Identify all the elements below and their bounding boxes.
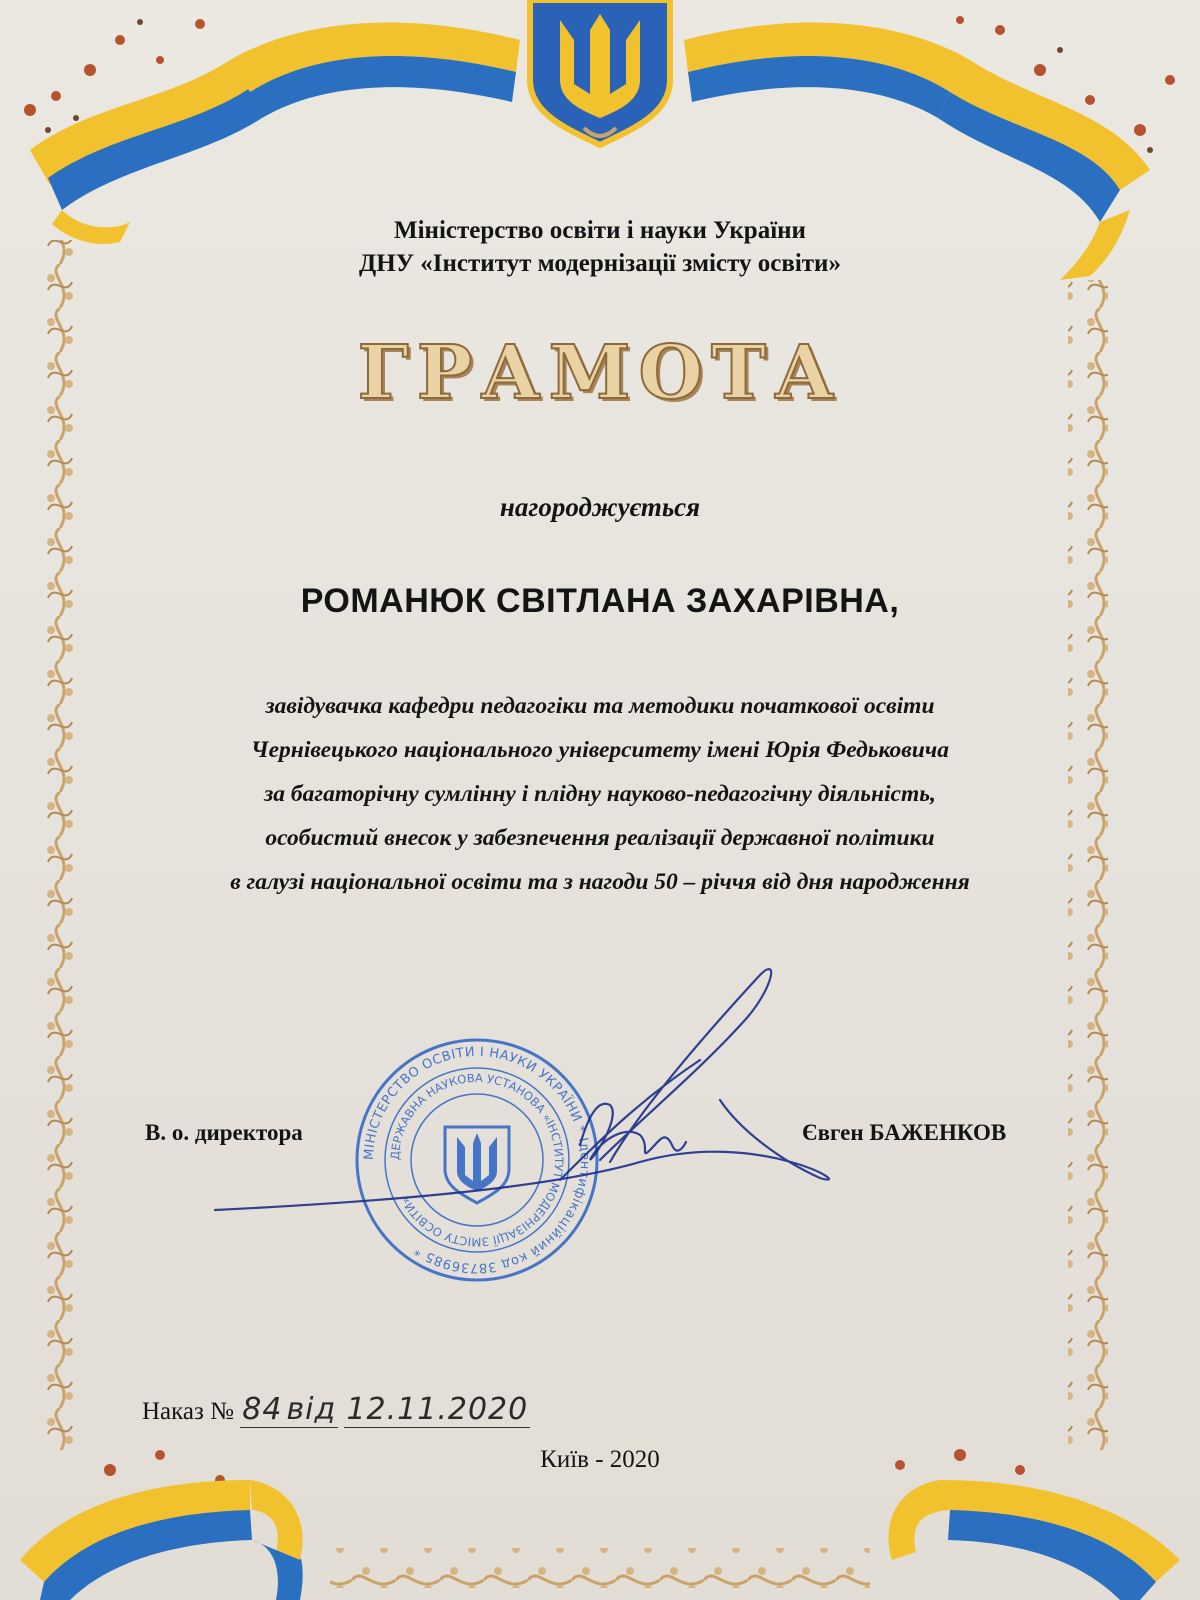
citation-line: Чернівецького національного університету імені Юрія Федьковича bbox=[251, 737, 949, 763]
bottom-ornament-border bbox=[330, 1548, 870, 1588]
order-date: 12.11.2020 bbox=[346, 1392, 529, 1427]
citation-line: за багаторічну сумлінну і плідну науково-педагогічну діяльність, bbox=[264, 781, 936, 807]
stamp-trident-icon bbox=[445, 1127, 509, 1203]
stamp-inner-text: ДЕРЖАВНА НАУКОВА УСТАНОВА «ІНСТИТУТ МОДЕРНІЗАЦІЇ ЗМІСТУ ОСВІТИ» bbox=[387, 1070, 567, 1250]
awarded-label: нагороджується bbox=[499, 492, 701, 522]
coat-of-arms-emblem bbox=[530, 0, 670, 145]
flag-ribbon-bottom-right bbox=[889, 1480, 1180, 1600]
recipient-name: РОМАНЮК СВІТЛАНА ЗАХАРІВНА, bbox=[300, 582, 900, 620]
citation-line: особистий внесок у забезпечення реалізації державної політики bbox=[265, 825, 935, 851]
ministry-name: Міністерство освіти і науки України bbox=[394, 217, 806, 244]
citation-text bbox=[0, 684, 1200, 904]
official-stamp bbox=[352, 1035, 602, 1285]
signatory-title: В. о. директора bbox=[145, 1120, 303, 1145]
order-from-word: від bbox=[286, 1392, 337, 1427]
flag-ribbon-top-left bbox=[30, 23, 520, 244]
issuer-header bbox=[0, 214, 1200, 280]
signatory-name: Євген БАЖЕНКОВ bbox=[802, 1120, 1007, 1145]
order-number: 84 bbox=[242, 1392, 283, 1427]
flag-ribbon-bottom-left bbox=[20, 1480, 303, 1600]
order-label: Наказ № bbox=[142, 1398, 234, 1425]
city-year: Київ - 2020 bbox=[540, 1446, 660, 1473]
stamp-outer-text: МІНІСТЕРСТВО ОСВІТИ І НАУКИ УКРАЇНИ * Ідентифікаційний код 38736985 * bbox=[361, 1044, 593, 1276]
institute-name: ДНУ «Інститут модернізації змісту освіти» bbox=[359, 250, 841, 277]
certificate-title: ГРАМОТА bbox=[357, 330, 843, 416]
citation-line: завідувачка кафедри педагогіки та методики початкової освіти bbox=[265, 693, 935, 719]
citation-line: в галузі національної освіти та з нагоди 50 – річчя від дня народження bbox=[230, 869, 970, 895]
order-reference bbox=[142, 1392, 530, 1428]
